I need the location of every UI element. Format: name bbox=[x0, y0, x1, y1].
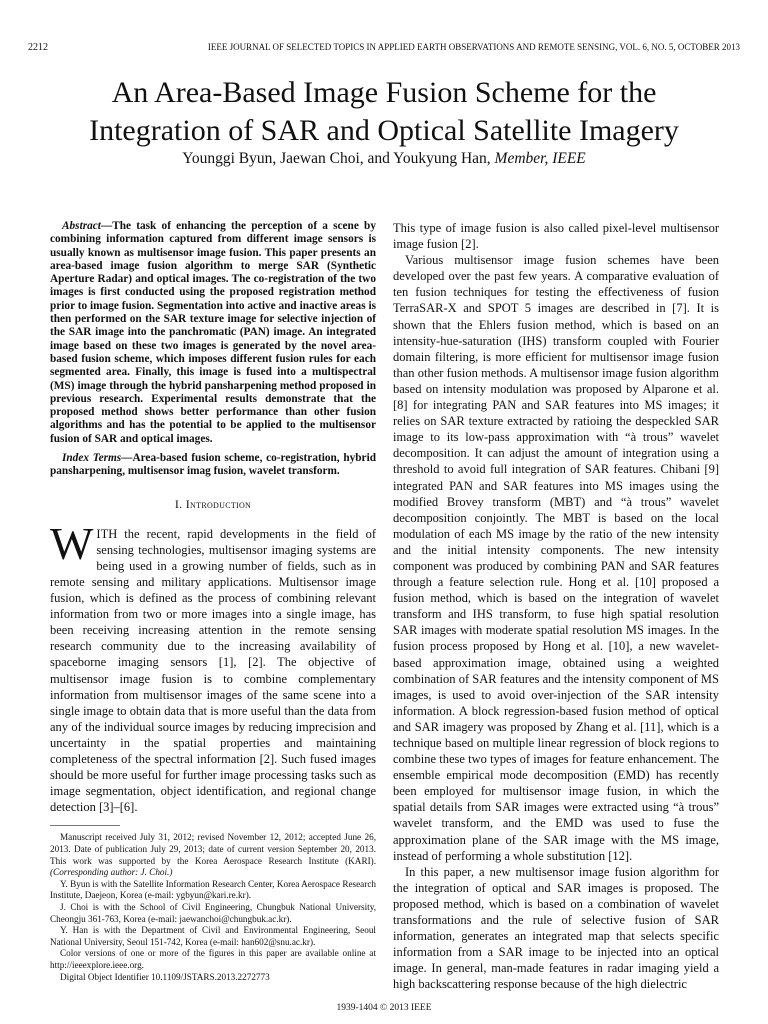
footnotes bbox=[50, 832, 376, 983]
footnote-corresponding: (Corresponding author: J. Choi.) bbox=[50, 867, 173, 878]
right-column bbox=[393, 220, 719, 993]
index-terms bbox=[50, 452, 376, 479]
author-names: Younggi Byun, Jaewan Choi, and Youkyung Han, bbox=[182, 150, 491, 167]
right-paragraph-1: This type of image fusion is also called pixel-level multisensor image fusion [2]. bbox=[393, 221, 719, 252]
abstract bbox=[50, 220, 376, 446]
index-terms-lead: Index Terms bbox=[62, 452, 122, 465]
section-title: Introduction bbox=[185, 496, 252, 511]
page-number: 2212 bbox=[28, 42, 48, 53]
index-terms-text: —Area-based fusion scheme, co-registration, hybrid pansharpening, multisensor imag fusion, wavelet transform. bbox=[50, 452, 376, 478]
drop-cap: W bbox=[50, 517, 94, 569]
section-numeral: I. bbox=[174, 496, 183, 511]
running-head: IEEE JOURNAL OF SELECTED TOPICS IN APPLIED EARTH OBSERVATIONS AND REMOTE SENSING, VOL. 6, NO. 5, OCTOBER 2013 bbox=[207, 42, 740, 52]
page-footer: 1939-1404 © 2013 IEEE bbox=[336, 1003, 432, 1013]
footnote-divider bbox=[50, 825, 120, 826]
author-list bbox=[0, 150, 768, 168]
left-column bbox=[50, 220, 376, 983]
title-line-1: An Area-Based Image Fusion Scheme for the bbox=[111, 76, 657, 109]
footnote-byun: Y. Byun is with the Satellite Information Research Center, Korea Aerospace Research Institute, Daejeon, Korea (e-mail: ygbyun@kari.re.kr). bbox=[50, 878, 376, 901]
intro-paragraph bbox=[50, 517, 376, 816]
footnote-color: Color versions of one or more of the figures in this paper are available online at http://ieeexplore.ieee.org. bbox=[50, 948, 376, 970]
section-heading bbox=[50, 496, 376, 512]
intro-text: ITH the recent, rapid developments in the field of sensing technologies, multisensor imaging systems are being used in a growing number of fields, such as in remote sensing and military applications. Multisensor image fusion, which is defined as the process of combining relevant information from two or more images into a single image, has been receiving increasing attention in the remote sensing research community due to the increasing availability of spaceborne imaging sensors [1], [2]. The objective of multisensor image fusion is to combine complementary information from multisensor images of the same scene into a single image to obtain data that is more useful than the data from any of the individual source images by reducing imprecision and uncertainty in the spatial properties and maintaining completeness of the spectral information [2]. Such fused images should be more useful for further image processing tasks such as image segmentation, object identification, and regional change detection [3]–[6]. bbox=[50, 526, 376, 815]
footnote-choi: J. Choi is with the School of Civil Engineering, Chungbuk National University, Cheongju 361-763, Korea (e-mail: jaewanchoi@chungbuk.ac.kr). bbox=[50, 901, 376, 924]
paper-title bbox=[0, 74, 768, 150]
footnote-manuscript bbox=[50, 832, 376, 878]
abstract-lead: Abstract bbox=[62, 220, 101, 232]
abstract-text: —The task of enhancing the perception of a scene by combining information captured from different image sensors is usually known as multisensor image fusion. This paper presents an area-based image fusion algorithm to merge SAR (Synthetic Aperture Radar) and optical images. The co-registration of the two images is first conducted using the proposed registration method prior to image fusion. Segmentation into active and inactive areas is then performed on the SAR texture image for selective injection of the SAR image into the panchromatic (PAN) image. An integrated image based on these two images is generated by the novel area-based fusion scheme, which imposes different fusion rules for each segmented area. Finally, this image is fused into a multispectral (MS) image through the hybrid pansharpening method proposed in previous research. Experimental results demonstrate that the proposed method shows better performance than other fusion algorithms and has the potential to be applied to the multisensor fusion of SAR and optical images. bbox=[50, 220, 376, 445]
right-paragraph-2: Various multisensor image fusion schemes have been developed over the past few years. A comparative evaluation of ten fusion techniques for testing the effectiveness of fusion TerraSAR-X and SPOT 5 images are described in [7]. It is shown that the Ehlers fusion method, which is based on an intensity-hue-saturation (IHS) transform coupled with Fourier domain filtering, is more efficient for multisensor image fusion than other fusion methods. A multisensor image fusion algorithm based on intensity modulation was proposed by Alparone et al. [8] for integrating PAN and SAR features into MS images; it relies on SAR texture extracted by ratioing the despeckled SAR image to its low-pass approximation with “à trous” wavelet decomposition. It can adjust the amount of integration using a threshold to avoid full integration of SAR features. Chibani [9] integrated PAN and SAR features into MS images using the modified Brovey transform (MBT) and “à trous” wavelet decomposition conjointly. The MBT is based on the local modulation of each MS image by the ratio of the new intensity and the initial intensity components. The new intensity component was produced by combining PAN and SAR features through a feature selection rule. Hong et al. [10] proposed a fusion method, which is based on the integration of wavelet transform and IHS transform, to fuse high spatial resolution SAR images with moderate spatial resolution MS images. In the fusion process proposed by Hong et al. [10], a new wavelet-based approximation image, obtained using a weighted combination of SAR features and the intensity component of MS images, is used to avoid over-injection of the SAR intensity information. A block regression-based fusion method of optical and SAR imagery was proposed by Zhang et al. [11], which is a technique based on multiple linear regression of block regions to combine these two types of images for feature enhancement. The ensemble empirical mode decomposition (EMD) has recently been employed for multisensor image fusion, in which the spatial details from SAR images were extracted using “à trous” wavelet transform, and the EMD was used to fuse the approximation plane of the SAR image with the MS image, instead of performing a whole substitution [12]. bbox=[393, 253, 719, 863]
footnote-manuscript-text: Manuscript received July 31, 2012; revised November 12, 2012; accepted June 26, 2013. Date of publication July 29, 2013; date of current version September 20, 2013. This work was supported by the Korea Aerospace Research Institute (KARI). bbox=[50, 832, 376, 866]
title-line-2: Integration of SAR and Optical Satellite Imagery bbox=[89, 114, 679, 147]
footnote-han: Y. Han is with the Department of Civil and Environmental Engineering, Seoul National University, Seoul 151-742, Korea (e-mail: han602@snu.ac.kr). bbox=[50, 925, 376, 947]
author-membership: Member, IEEE bbox=[494, 150, 586, 167]
right-paragraph-3: In this paper, a new multisensor image fusion algorithm for the integration of optical and SAR images is proposed. The proposed method, which is based on a combination of wavelet transformations and the rule of selective fusion of SAR information, generates an integrated map that selects specific information from a SAR image to be injected into an optical image. In general, man-made features in radar imaging yield a high backscattering response because of the high dielectric bbox=[393, 864, 719, 992]
footnote-doi: Digital Object Identifier 10.1109/JSTARS.2013.2272773 bbox=[60, 971, 270, 982]
